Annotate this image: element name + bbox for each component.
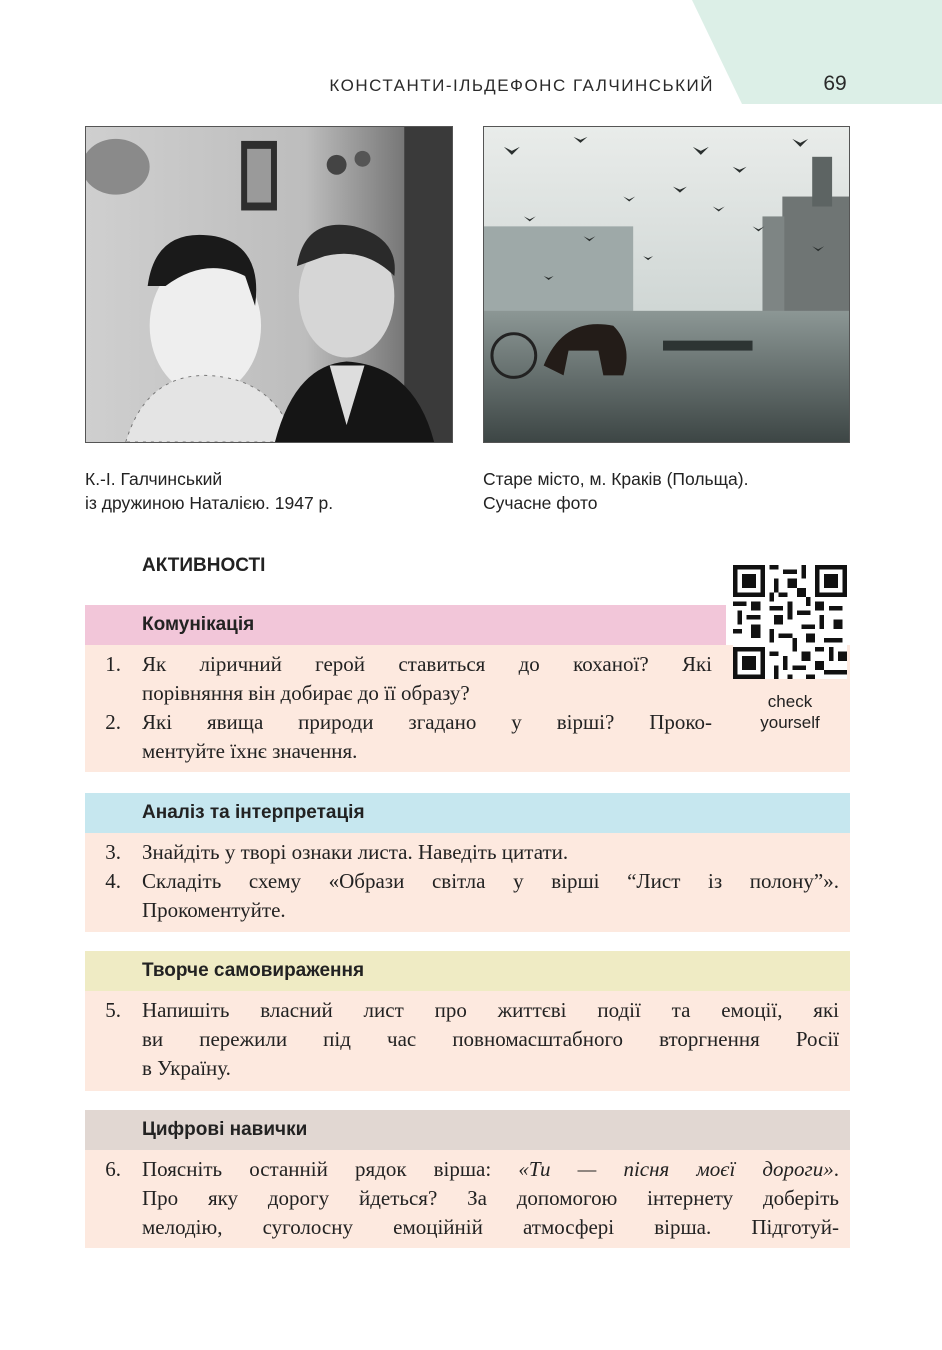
caption-line: Старе місто, м. Краків (Польща). [483, 469, 749, 489]
task-number: 6. [105, 1157, 121, 1181]
page-number: 69 [823, 72, 847, 95]
photo-caption-left [85, 467, 445, 515]
task-text-line: Прокоментуйте. [142, 898, 286, 922]
photo-krakow-old-town [483, 126, 850, 443]
task-number: 2. [105, 710, 121, 734]
section-title: Комунікація [142, 614, 255, 635]
task-text-line: порівняння він добирає до її образу? [142, 681, 470, 705]
task-text-line: ви пережили під час повномасштабного вторгнення Росії [142, 1027, 839, 1051]
task-number: 3. [105, 840, 121, 864]
task-text-line: мелодію, суголосну емоційній атмосфері вірша. Підготуй- [142, 1215, 839, 1239]
caption-line: Сучасне фото [483, 493, 598, 513]
section-title: Творче самовираження [142, 960, 365, 981]
section-band-analysis [85, 793, 850, 833]
task-text-line: Як ліричний герой ставиться до коханої? Які [142, 652, 712, 676]
photo-galczynski-with-wife [85, 126, 453, 443]
qr-code-icon[interactable] [733, 565, 847, 679]
section-body-creative [85, 991, 850, 1091]
task-number: 1. [105, 652, 121, 676]
section-band-digital [85, 1110, 850, 1150]
task-text-line: Знайдіть у творі ознаки листа. Наведіть цитати. [142, 840, 569, 864]
task-text-line: Про яку дорогу йдеться? За допомогою інтернету доберіть [142, 1186, 839, 1210]
task-text-line: ментуйте їхнє значення. [142, 739, 358, 763]
running-title: КОНСТАНТИ-ІЛЬДЕФОНС ГАЛЧИНСЬКИЙ [329, 76, 714, 95]
qr-caption-line: check [767, 692, 813, 711]
task-text-line: Складіть схему «Образи світла у вірші “Лист із полону”». [142, 869, 839, 893]
activities-title: АКТИВНОСТІ [142, 555, 266, 576]
poem-quote: «Ти — пісня моєї дороги» [518, 1157, 834, 1181]
task-text-fragment: Поясніть останній рядок вірша: [142, 1157, 519, 1181]
qr-caption-line: yourself [760, 713, 820, 732]
task-text-line: Напишіть власний лист про життєві події та емоції, які [142, 998, 839, 1022]
task-number: 4. [105, 869, 121, 893]
section-title: Цифрові навички [142, 1119, 308, 1140]
caption-line: із дружиною Наталією. 1947 р. [85, 493, 334, 513]
section-title: Аналіз та інтерпретація [142, 802, 365, 823]
section-band-communication [85, 605, 726, 645]
task-text-line: Які явища природи згадано у вірші? Проко- [142, 710, 712, 734]
qr-caption [729, 691, 851, 733]
caption-line: К.-І. Галчинський [85, 469, 223, 489]
section-band-creative [85, 951, 850, 991]
task-text-fragment: . [833, 1157, 839, 1181]
section-body-digital [85, 1150, 850, 1248]
task-text-line [142, 1155, 839, 1184]
section-body-analysis [85, 833, 850, 932]
task-number: 5. [105, 998, 121, 1022]
photo-caption-right [483, 467, 850, 515]
task-text-line: в Україну. [142, 1056, 231, 1080]
